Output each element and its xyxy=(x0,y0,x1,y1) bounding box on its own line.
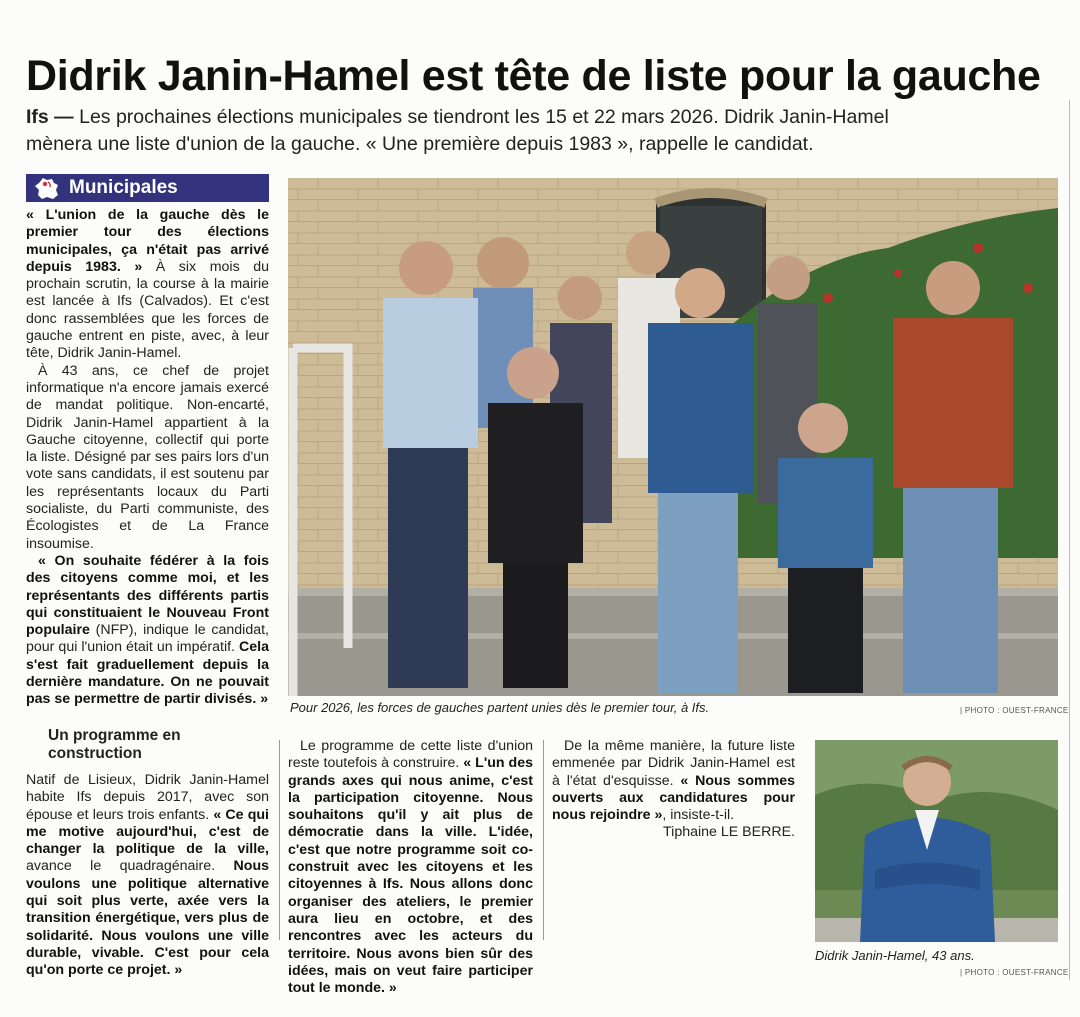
chapo xyxy=(26,104,926,158)
portrait-photo xyxy=(815,740,1058,942)
rubric-band xyxy=(26,174,269,202)
text-6b: , insiste-t-il. xyxy=(662,807,735,824)
article-column-3 xyxy=(552,738,795,842)
column-rule xyxy=(543,740,544,940)
quote-4a: « Ce qui me motive aujourd'hui, c'est de changer la politique de la ville, xyxy=(26,806,269,858)
portrait-photo-illustration xyxy=(815,740,1058,942)
paragraph-2: À 43 ans, ce chef de projet informatique n'a encore jamais exercé de mandat politique. Non-encarté, Didrik Janin-Hamel appartient à la Gauche citoyenne, collectif qui porte la liste. Désigné par ses pairs lors d'un vote sans candidats, il est soutenu par les représentants locaux du Parti socialiste, du Parti communiste, des Écologistes et de La France insoumise. xyxy=(26,362,269,552)
article-column-1-bottom xyxy=(26,772,269,980)
chapo-line-2: mènera une liste d'union de la gauche. « Une première depuis 1983 », rappelle le candidat. xyxy=(26,133,814,155)
group-photo-illustration xyxy=(288,178,1058,696)
column-rule xyxy=(279,740,280,940)
subhead-block xyxy=(26,727,269,771)
paragraph-5 xyxy=(288,738,533,997)
quote-1: « L'union de la gauche dès le premier tour des élections municipales, ça n'était pas arrivé depuis 1983. » xyxy=(26,207,269,275)
quote-5: « L'un des grands axes qui nous anime, c'est la participation citoyenne. Nous souhaitons qu'il y ait plus de démocratie dans la ville. L'idée, c'est que notre programme soit co-construit avec les citoyens et les citoyennes à Ifs. Nous allons donc organiser des ateliers, le premier aura lieu en octobre, et des rencontres avec les acteurs du territoire. Nous avons bien sûr des idées, mais on veut faire participer tout le monde. » xyxy=(288,755,533,997)
signature: Tiphaine LE BERRE. xyxy=(663,824,795,841)
chapo-line-1: Les prochaines élections municipales se tiendront les 15 et 22 mars 2026. Didrik Janin-Hamel xyxy=(79,106,889,128)
page-edge-rule xyxy=(1069,100,1070,980)
chapo-location: Ifs — xyxy=(26,106,74,128)
subhead: Un programme en construction xyxy=(48,727,181,762)
rubric-label: Municipales xyxy=(69,177,178,198)
text-5: Le programme de cette liste d'union reste toutefois à construire. xyxy=(288,738,533,772)
quote-3: Cela s'est fait graduellement depuis la dernière mandature. On ne pouvait pas se permettre de partir divisés. » xyxy=(26,639,269,708)
article-column-2 xyxy=(288,738,533,997)
paragraph-6 xyxy=(552,738,795,824)
group-photo-credit: | PHOTO : OUEST-FRANCE xyxy=(960,706,1069,715)
france-map-icon xyxy=(32,176,62,201)
portrait-caption: Didrik Janin-Hamel, 43 ans. xyxy=(815,948,975,963)
article-column-1-top xyxy=(26,207,269,709)
portrait-credit: | PHOTO : OUEST-FRANCE xyxy=(960,968,1069,977)
text-2: (NFP), indique le candidat, pour qui l'union était un impératif. xyxy=(26,622,269,656)
quote-6: « Nous sommes ouverts aux candidatures pour nous rejoindre » xyxy=(552,772,795,824)
text-6a: De la même manière, la future liste emmenée par Didrik Janin-Hamel est à l'état d'esquisse. xyxy=(552,738,795,789)
paragraph-1 xyxy=(26,207,269,363)
text-1: À six mois du prochain scrutin, la course à la mairie est lancée à Ifs (Calvados). Et c'est donc rassemblées que les forces de gauche entrent en piste, avec, à leur tête, Didrik Janin-Hamel. xyxy=(26,258,269,362)
group-photo xyxy=(288,178,1058,696)
text-4b: avance le quadragénaire. xyxy=(26,858,234,875)
quote-2: « On souhaite fédérer à la fois des citoyens comme moi, et les représentants des différents partis qui constituaient le Nouveau Front populaire xyxy=(26,552,269,639)
group-photo-caption: Pour 2026, les forces de gauches partent unies dès le premier tour, à Ifs. xyxy=(290,700,710,715)
paragraph-4 xyxy=(26,772,269,980)
text-4a: Natif de Lisieux, Didrik Janin-Hamel habite Ifs depuis 2017, avec son épouse et leurs trois enfants. xyxy=(26,772,269,823)
paragraph-3 xyxy=(26,553,269,709)
quote-4b: Nous voulons une politique alternative qui soit plus verte, axée vers la transition énergétique, vers plus de solidarité. Nous voulons une ville durable, vivable. C'est pour cela qu'on porte ce projet. » xyxy=(26,858,269,979)
headline: Didrik Janin-Hamel est tête de liste pour la gauche xyxy=(26,52,1041,100)
